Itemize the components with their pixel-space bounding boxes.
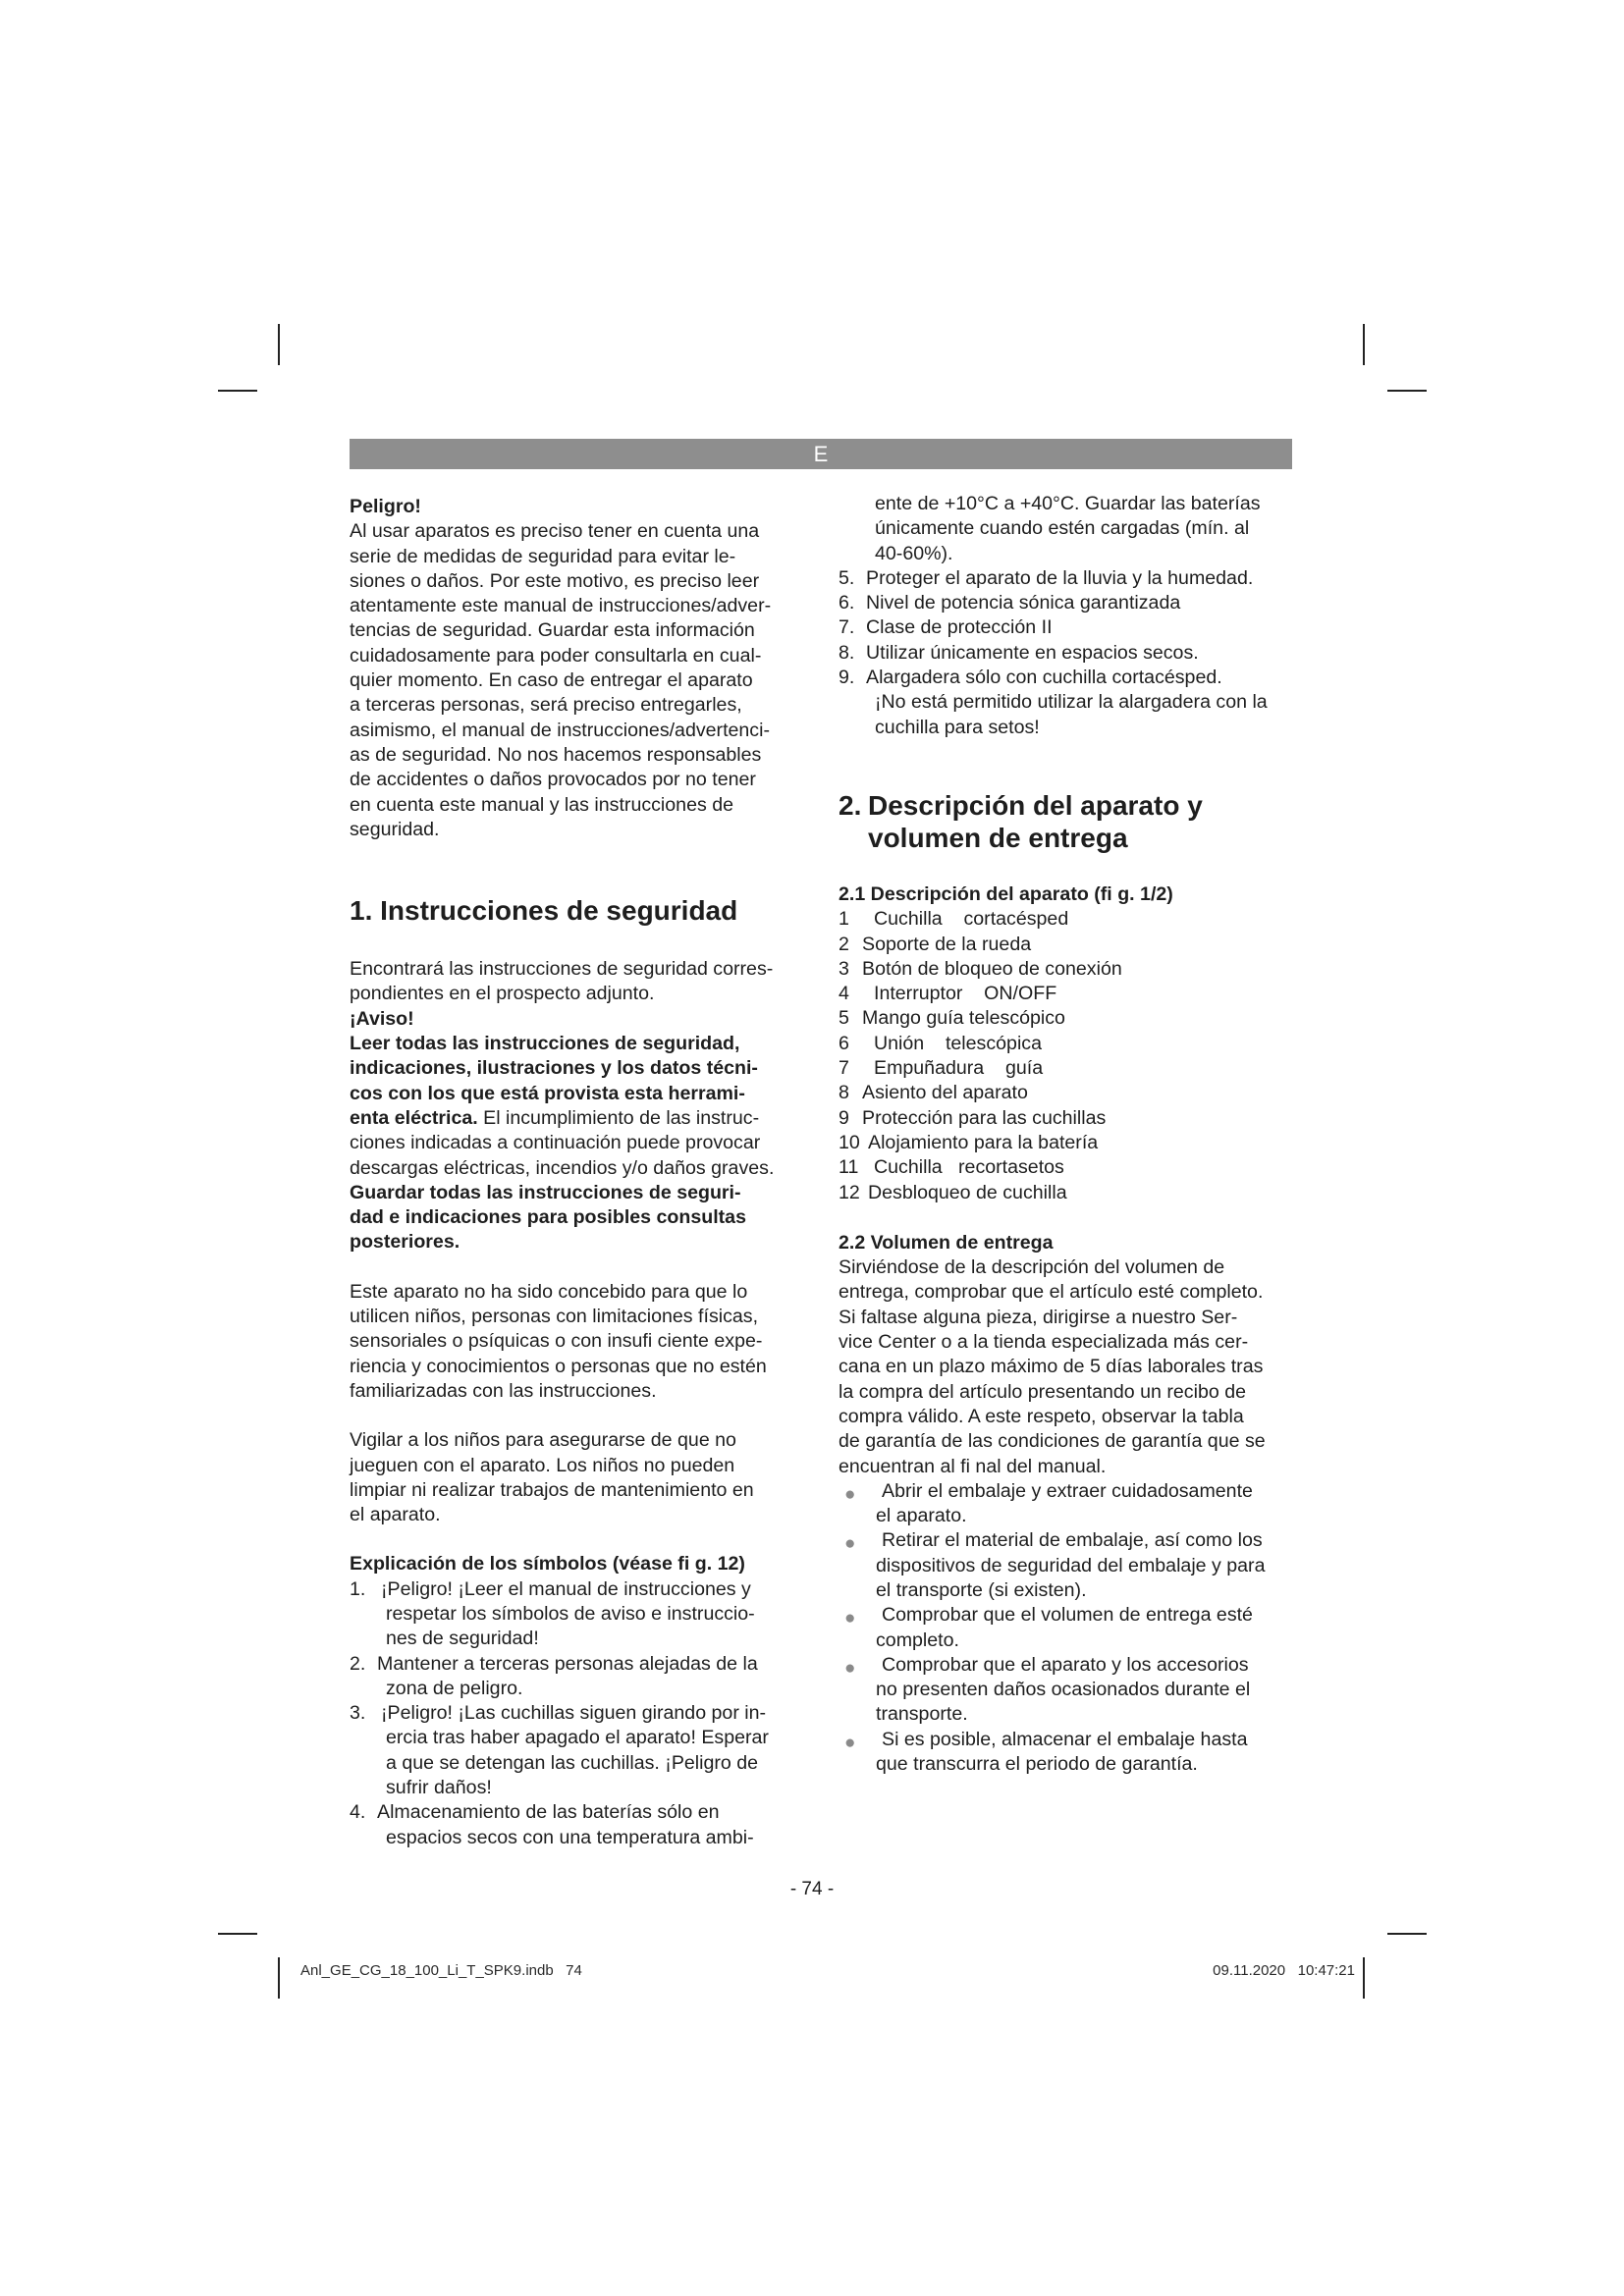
text-line: limpiar ni realizar trabajos de mantenimiento en <box>350 1478 754 1501</box>
list-item <box>839 907 1292 932</box>
section-2-number: 2. <box>839 789 862 821</box>
part-label: Soporte de la rueda <box>862 933 1032 955</box>
list-item <box>839 1056 1292 1081</box>
part-label: Mango guía telescópico <box>862 1007 1065 1030</box>
list-number: 6. <box>839 592 855 614</box>
text-line: de garantía de las condiciones de garantía que se <box>839 1430 1266 1453</box>
text-line: Comprobar que el volumen de entrega esté <box>882 1604 1253 1627</box>
part-number: 9 <box>839 1106 849 1129</box>
language-header-bar <box>350 439 1292 469</box>
text-line: asimismo, el manual de instrucciones/advertenci- <box>350 719 770 741</box>
list-item <box>839 1155 1292 1180</box>
text-line: a terceras personas, será preciso entregarles, <box>350 694 742 717</box>
list-item <box>839 1181 1292 1205</box>
part-number: 2 <box>839 933 849 955</box>
text-line: Leer todas las instrucciones de seguridad, <box>350 1033 740 1055</box>
text-line: únicamente cuando estén cargadas (mín. al <box>875 517 1250 540</box>
list-item <box>839 1131 1292 1155</box>
text-line: Al usar aparatos es preciso tener en cuenta una <box>350 520 760 543</box>
text-line: la compra del artículo presentando un recibo de <box>839 1380 1246 1403</box>
text-line: el transporte (si existen). <box>876 1578 1087 1601</box>
text-line: Sirviéndose de la descripción del volumen de <box>839 1256 1225 1279</box>
text-line: transporte. <box>876 1703 968 1726</box>
delivery-paragraph <box>839 1255 1292 1479</box>
text-line: Mantener a terceras personas alejadas de la <box>377 1652 758 1675</box>
text-line: Almacenamiento de las baterías sólo en <box>377 1801 720 1824</box>
crop-mark-top-right-vertical <box>1363 324 1365 365</box>
list-item <box>839 1032 1292 1056</box>
text-line: vice Center o a la tienda especializada más cer- <box>839 1331 1249 1354</box>
text-line: entrega, comprobar que el artículo esté completo. <box>839 1281 1264 1304</box>
text-line: Si es posible, almacenar el embalaje hasta <box>882 1728 1248 1750</box>
text-line: Encontrará las instrucciones de seguridad corres- <box>350 958 774 981</box>
part-number: 10 <box>839 1131 860 1153</box>
list-number: 7. <box>839 616 855 639</box>
children-paragraph <box>350 1280 803 1404</box>
left-column <box>350 495 803 1850</box>
text-line: atentamente este manual de instrucciones/adver- <box>350 595 772 617</box>
text-line: dad e indicaciones para posibles consultas <box>350 1206 746 1229</box>
crop-mark-top-right-horizontal <box>1387 390 1427 392</box>
list-text <box>866 591 1292 615</box>
part-number: 12 <box>839 1181 860 1203</box>
text-line: descargas eléctricas, incendios y/o daños graves. <box>350 1156 775 1179</box>
list-item <box>839 1106 1292 1131</box>
list-item <box>839 982 1292 1006</box>
text-line: Alargadera sólo con cuchilla cortacésped. <box>866 667 1222 689</box>
list-item <box>350 1800 803 1850</box>
text-line: ¡No está permitido utilizar la alargadera con la <box>875 691 1268 714</box>
heading-line: Descripción del aparato y <box>868 789 1203 821</box>
part-number: 3 <box>839 957 849 980</box>
section-2-heading <box>839 789 1292 854</box>
text-line: en cuenta este manual y las instrucciones de <box>350 793 734 816</box>
part-number: 1 <box>839 908 849 931</box>
bullet-icon: ● <box>844 1608 856 1629</box>
list-item <box>839 1653 1292 1728</box>
crop-mark-bottom-right-vertical <box>1363 1957 1365 1999</box>
part-label: Cuchilla cortacésped <box>874 908 1069 931</box>
danger-title: Peligro! <box>350 496 421 517</box>
list-item <box>839 1006 1292 1031</box>
text-line: sufrir daños! <box>386 1777 492 1799</box>
text-line: de accidentes o daños provocados por no tener <box>350 769 756 791</box>
bullet-icon: ● <box>844 1533 856 1555</box>
text-line: Retirar el material de embalaje, así como los <box>882 1529 1263 1552</box>
text-line: utilicen niños, personas con limitaciones físicas, <box>350 1306 759 1328</box>
bullet-icon: ● <box>844 1657 856 1679</box>
list-text <box>866 566 1292 591</box>
text-line: Si faltase alguna pieza, dirigirse a nuestro Ser- <box>839 1306 1238 1328</box>
list-number: 3. <box>350 1702 366 1725</box>
text-line: siones o daños. Por este motivo, es preciso leer <box>350 569 760 592</box>
text-line: completo. <box>876 1629 959 1651</box>
section-2-1-heading: 2.1 Descripción del aparato (fi g. 1/2) <box>839 882 1173 905</box>
text-line: el aparato. <box>350 1504 441 1526</box>
list-number: 1. <box>350 1577 366 1600</box>
list-item <box>839 1728 1292 1778</box>
list-text <box>866 641 1292 666</box>
part-label: Asiento del aparato <box>862 1082 1028 1104</box>
text-line: encuentran al fi nal del manual. <box>839 1455 1107 1477</box>
parts-list <box>839 907 1292 1205</box>
aviso-title: ¡Aviso! <box>350 1007 414 1030</box>
text-line: cuidadosamente para poder consultarla en cual- <box>350 644 762 667</box>
heading-line: volumen de entrega <box>868 822 1128 853</box>
footer-timestamp: 09.11.2020 10:47:21 <box>1213 1962 1355 1979</box>
footer-filename: Anl_GE_CG_18_100_Li_T_SPK9.indb 74 <box>300 1962 582 1979</box>
text-line: Proteger el aparato de la lluvia y la humedad. <box>866 566 1254 589</box>
text-line: cuchilla para setos! <box>875 716 1040 738</box>
text-line: que transcurra el periodo de garantía. <box>876 1753 1198 1776</box>
text-line: Vigilar a los niños para asegurarse de que no <box>350 1429 736 1452</box>
text-line: Abrir el embalaje y extraer cuidadosamente <box>882 1479 1253 1502</box>
part-label: Empuñadura guía <box>874 1057 1044 1080</box>
section-2-2-heading: 2.2 Volumen de entrega <box>839 1231 1054 1254</box>
list-number: 4. <box>350 1801 366 1824</box>
text-line: respetar los símbolos de aviso e instruccio- <box>386 1602 755 1625</box>
text-line: familiarizadas con las instrucciones. <box>350 1379 657 1402</box>
text-line: seguridad. <box>350 818 440 840</box>
list-item <box>839 615 1292 640</box>
list-item <box>350 1652 803 1702</box>
checklist <box>839 1479 1292 1778</box>
part-label: Interruptor ON/OFF <box>874 983 1057 1005</box>
list-text <box>381 1701 803 1800</box>
text-line: Clase de protección II <box>866 616 1053 639</box>
symbol-4-continuation <box>839 492 1292 566</box>
list-item <box>350 1701 803 1800</box>
part-number: 7 <box>839 1057 849 1080</box>
section-2-title <box>839 789 1292 854</box>
section-1-heading: 1. Instrucciones de seguridad <box>350 895 738 927</box>
crop-mark-top-left-horizontal <box>218 390 257 392</box>
list-item <box>839 566 1292 591</box>
list-number: 8. <box>839 641 855 664</box>
list-item <box>839 641 1292 666</box>
crop-mark-bottom-left-vertical <box>278 1957 280 1999</box>
text-line: sensoriales o psíquicas o con insufi ciente expe- <box>350 1330 763 1353</box>
list-text <box>377 1652 803 1702</box>
part-label: Cuchilla recortasetos <box>874 1156 1064 1179</box>
list-text <box>381 1577 803 1652</box>
part-label: Unión telescópica <box>874 1032 1042 1054</box>
text-line: ercia tras haber apagado el aparato! Esperar <box>386 1727 769 1749</box>
crop-mark-bottom-right-horizontal <box>1387 1933 1427 1935</box>
supervise-paragraph <box>350 1428 803 1527</box>
list-item <box>839 1603 1292 1653</box>
part-number: 6 <box>839 1032 849 1054</box>
text-line: Este aparato no ha sido concebido para que lo <box>350 1280 748 1303</box>
crop-mark-top-left-vertical <box>278 324 280 365</box>
list-number: 5. <box>839 566 855 589</box>
list-item <box>839 666 1292 740</box>
text-line <box>350 1106 803 1131</box>
text-line: posteriores. <box>350 1231 460 1254</box>
text-line: ciones indicadas a continuación puede provocar <box>350 1132 761 1154</box>
text-line: a que se detengan las cuchillas. ¡Peligro de <box>386 1751 759 1774</box>
aviso-paragraph <box>350 1032 803 1255</box>
bold-fragment: enta eléctrica. <box>350 1106 478 1129</box>
list-item <box>839 591 1292 615</box>
text-line: Guardar todas las instrucciones de seguri- <box>350 1181 741 1203</box>
text-line: Nivel de potencia sónica garantizada <box>866 592 1181 614</box>
text-line: dispositivos de seguridad del embalaje y para <box>876 1554 1266 1576</box>
list-item <box>350 1577 803 1652</box>
danger-paragraph <box>350 519 803 842</box>
text-line: tencias de seguridad. Guardar esta información <box>350 619 755 642</box>
crop-mark-bottom-left-horizontal <box>218 1933 257 1935</box>
text-line: zona de peligro. <box>386 1677 523 1699</box>
section-1-intro <box>350 957 803 1007</box>
text-line: jueguen con el aparato. Los niños no pueden <box>350 1454 735 1476</box>
part-number: 5 <box>839 1007 849 1030</box>
part-label: Botón de bloqueo de conexión <box>862 957 1122 980</box>
text-line: el aparato. <box>876 1505 967 1527</box>
text-line: ¡Peligro! ¡Leer el manual de instrucciones y <box>381 1577 751 1600</box>
symbols-heading: Explicación de los símbolos (véase fi g. 12) <box>350 1553 745 1575</box>
text-line: espacios secos con una temperatura ambi- <box>386 1826 754 1848</box>
list-item <box>839 1081 1292 1105</box>
text-line: nes de seguridad! <box>386 1628 539 1650</box>
page-number: - 74 - <box>789 1879 835 1899</box>
text-line: Comprobar que el aparato y los accesorios <box>882 1653 1249 1676</box>
part-label: Protección para las cuchillas <box>862 1106 1107 1129</box>
text-line: pondientes en el prospecto adjunto. <box>350 983 655 1005</box>
text-line: indicaciones, ilustraciones y los datos técni- <box>350 1057 758 1080</box>
list-text <box>866 615 1292 640</box>
text-line: cos con los que está provista esta herrami- <box>350 1082 745 1104</box>
text-line: no presenten daños ocasionados durante el <box>876 1679 1251 1701</box>
text-line: compra válido. A este respeto, observar la tabla <box>839 1405 1244 1427</box>
symbols-list <box>350 1577 803 1850</box>
language-code: E <box>813 442 829 466</box>
symbols-list-continued <box>839 566 1292 740</box>
list-text <box>377 1800 803 1850</box>
text-line: serie de medidas de seguridad para evitar le- <box>350 545 736 567</box>
text-line: ente de +10°C a +40°C. Guardar las baterías <box>875 493 1261 514</box>
list-item <box>839 933 1292 957</box>
part-number: 11 <box>839 1156 859 1179</box>
part-number: 8 <box>839 1082 849 1104</box>
part-label: Desbloqueo de cuchilla <box>868 1181 1067 1203</box>
text-line: riencia y conocimientos o personas que no estén <box>350 1355 767 1377</box>
text-line: ¡Peligro! ¡Las cuchillas siguen girando por in- <box>381 1702 767 1725</box>
text-line: Utilizar únicamente en espacios secos. <box>866 641 1199 664</box>
right-column <box>839 492 1292 1777</box>
bullet-icon: ● <box>844 1483 856 1505</box>
list-text <box>866 666 1292 740</box>
part-number: 4 <box>839 983 849 1005</box>
text-line: cana en un plazo máximo de 5 días laborales tras <box>839 1356 1264 1378</box>
list-number: 9. <box>839 667 855 689</box>
list-item <box>839 957 1292 982</box>
text-line: as de seguridad. No nos hacemos responsables <box>350 743 762 766</box>
text-fragment: El incumplimiento de las instruc- <box>477 1106 760 1129</box>
part-label: Alojamiento para la batería <box>868 1131 1099 1153</box>
bullet-icon: ● <box>844 1732 856 1753</box>
list-item <box>839 1528 1292 1603</box>
list-item <box>839 1479 1292 1529</box>
text-line: 40-60%). <box>875 542 953 564</box>
list-number: 2. <box>350 1652 366 1675</box>
text-line: quier momento. En caso de entregar el aparato <box>350 669 753 692</box>
